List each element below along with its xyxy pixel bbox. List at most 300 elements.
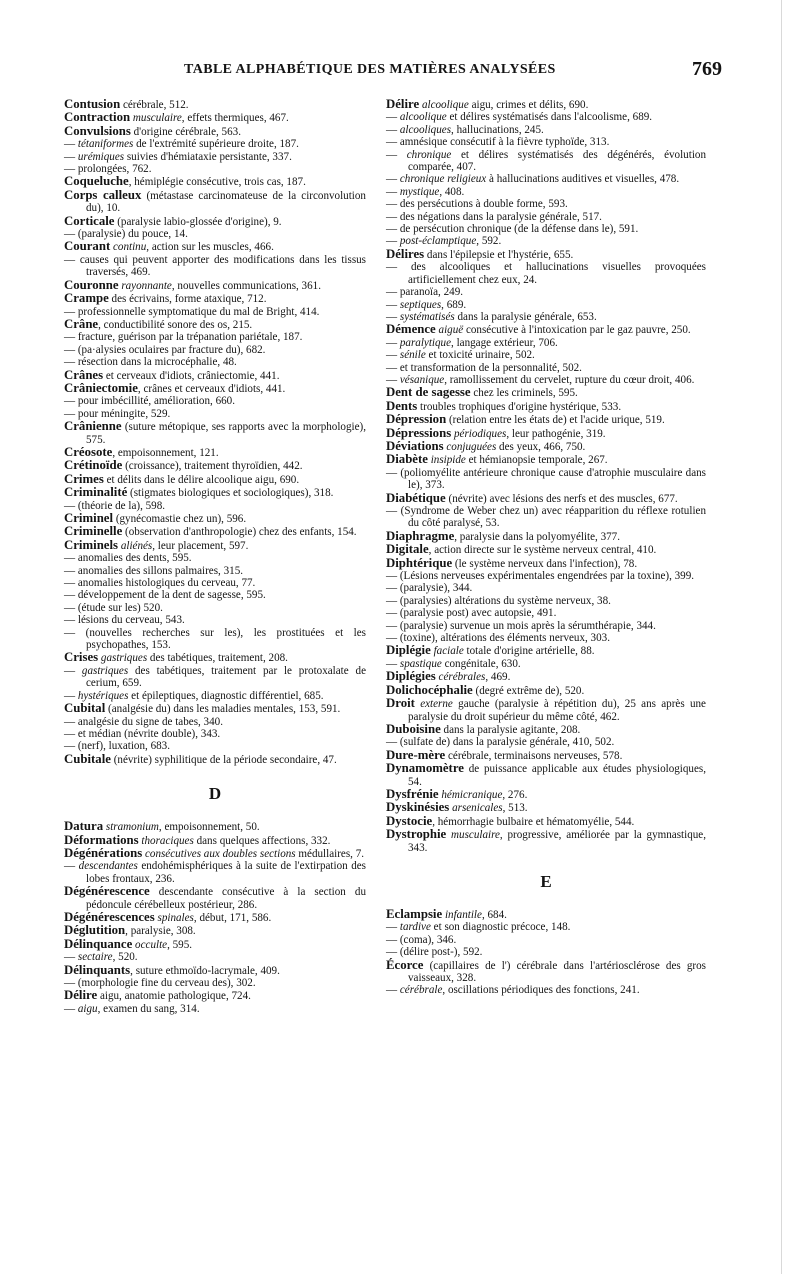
headword: Déviations xyxy=(386,438,444,453)
entry-text: — (toxine), altérations des éléments nerveux, 303. xyxy=(386,632,610,645)
headword: Crâne xyxy=(64,316,99,331)
entry-text: — xyxy=(386,298,400,311)
entry-italic: musculaire xyxy=(132,112,182,125)
entry-text: dans la paralysie générale, 653. xyxy=(454,310,597,323)
entry-text: (gynécomastie chez un), 596. xyxy=(113,513,247,525)
headword: Crânes xyxy=(64,367,104,382)
index-entry xyxy=(64,860,366,885)
running-title: TABLE ALPHABÉTIQUE DES MATIÈRES ANALYSÉES xyxy=(184,62,556,77)
headword: Contusion xyxy=(64,97,121,111)
index-entry xyxy=(64,189,366,215)
index-entry xyxy=(64,292,366,305)
index-entry xyxy=(64,446,366,459)
index-entry xyxy=(386,984,706,996)
entry-text: — xyxy=(64,1002,78,1015)
entry-text: — (théorie de la), 598. xyxy=(64,499,166,512)
entry-text: — (paralysies) altérations du système nerveux, 38. xyxy=(386,594,611,607)
entry-italic: alcooliques xyxy=(399,123,452,136)
entry-italic: rayonnante xyxy=(121,279,172,292)
entry-text: — (pa·alysies oculaires par fracture du), 682. xyxy=(64,343,266,356)
entry-text: — (nouvelles recherches sur les), les prostituées et les psychopathes, 153. xyxy=(64,626,366,652)
headword: Coqueluche xyxy=(64,174,129,189)
entry-text: (analgésie du) dans les maladies mentales, 153, 591. xyxy=(105,703,341,716)
entry-text: , 520. xyxy=(112,951,138,964)
entry-text: descendante consécutive à la section du pédoncule cérébelleux postérieur, 286. xyxy=(86,886,366,911)
index-entry xyxy=(64,938,366,951)
headword: Diabète xyxy=(386,452,428,467)
entry-text: (croissance), traitement thyroïdien, 442. xyxy=(122,460,303,473)
entry-text: , suture ethmoïdo-lacrymale, 409. xyxy=(130,964,280,977)
index-entry xyxy=(386,386,706,399)
headword: Dysfrénie xyxy=(386,786,439,801)
index-entry xyxy=(64,525,366,538)
index-entry xyxy=(386,543,706,556)
headword: Contraction xyxy=(64,110,131,125)
entry-italic: chronique religieux xyxy=(399,173,487,186)
headword: Corticale xyxy=(64,213,115,228)
headword: Dyskinésies xyxy=(386,800,450,815)
index-entries-d xyxy=(64,820,366,1015)
index-entry xyxy=(386,261,706,286)
index-entry xyxy=(64,369,366,382)
entry-text: et hémianopsie temporale, 267. xyxy=(465,454,608,467)
entry-italic: sectaire xyxy=(77,951,113,964)
index-entry xyxy=(64,627,366,652)
index-entry xyxy=(64,702,366,715)
entry-text: — pour imbécillité, amélioration, 660. xyxy=(64,395,235,408)
index-entry xyxy=(64,924,366,937)
entry-text: — xyxy=(386,173,400,186)
entry-italic: externe xyxy=(420,698,453,711)
entry-italic: systématisés xyxy=(399,310,455,323)
entry-text: , 684. xyxy=(481,908,507,921)
page-number: 769 xyxy=(692,58,722,80)
entry-text: — des persécutions à double forme, 593. xyxy=(386,198,568,211)
index-entry xyxy=(386,400,706,413)
index-entry xyxy=(386,684,706,697)
entry-text: — xyxy=(64,138,78,151)
entry-text: , paralysie dans la polyomyélite, 377. xyxy=(454,530,621,543)
entry-text: , action sur les muscles, 466. xyxy=(146,241,274,254)
entry-text: , 595. xyxy=(167,938,193,951)
entry-italic: consécutives aux doubles sections xyxy=(144,847,296,860)
entry-text: chez les criminels, 595. xyxy=(470,387,578,400)
index-entry xyxy=(386,505,706,530)
index-entry xyxy=(64,279,366,292)
entry-text: — xyxy=(386,235,400,248)
headword: Délinquance xyxy=(64,936,133,951)
index-entry xyxy=(64,753,366,766)
entry-text: et délires systématisés des dégénérés, évolution comparée, 407. xyxy=(408,148,706,174)
entry-italic: continu xyxy=(113,241,147,254)
headword: Courant xyxy=(64,239,111,254)
headword: Crétinoïde xyxy=(64,458,123,473)
index-entry xyxy=(386,440,706,453)
index-entry xyxy=(386,427,706,440)
entry-italic: stramonium xyxy=(105,821,159,834)
entry-text: , crânes et cerveaux d'idiots, 441. xyxy=(137,382,286,395)
entry-text: , 276. xyxy=(502,788,528,801)
entry-text: — xyxy=(64,951,78,964)
headword: Crâniectomie xyxy=(64,380,138,395)
index-entries-d-continued xyxy=(386,98,706,854)
index-entry xyxy=(386,934,706,946)
index-entry xyxy=(64,331,366,343)
entry-text: , 592. xyxy=(476,235,502,248)
index-entry xyxy=(386,723,706,736)
headword: Dégénérescence xyxy=(64,884,150,899)
entry-text: , début, 171, 586. xyxy=(193,911,272,924)
entry-italic: spinales xyxy=(157,911,194,924)
entry-italic: tardive xyxy=(399,921,431,934)
entry-text: des yeux, 466, 750. xyxy=(496,440,586,453)
entry-text: suivies d'hémiataxie persistante, 337. xyxy=(124,150,292,163)
index-entry xyxy=(64,614,366,626)
entry-text: médullaires, 7. xyxy=(295,847,365,860)
headword: Dégénérescences xyxy=(64,909,155,924)
entry-text: de puissance applicable aux études physiologiques, 54. xyxy=(408,763,706,788)
entry-text: — (Lésions nerveuses expérimentales engendrées par la toxine), 399. xyxy=(386,570,695,583)
entry-text: et épileptiques, diagnostic différentiel, 685. xyxy=(128,689,324,702)
entry-text: — développement de la dent de sagesse, 595. xyxy=(64,589,266,602)
entry-text: — (morphologie fine du cerveau des), 302. xyxy=(64,977,256,989)
entry-text: — des alcooliques et hallucinations visuelles provoquées artificiellement chez eux, 24. xyxy=(386,261,706,286)
headword: Dépression xyxy=(386,412,447,427)
index-entry xyxy=(386,349,706,361)
entry-italic: spastique xyxy=(399,657,442,670)
entry-text: — xyxy=(386,336,400,349)
entry-text: — (coma), 346. xyxy=(386,933,457,946)
index-entry xyxy=(386,453,706,466)
entry-text: , leur placement, 597. xyxy=(152,539,249,552)
entry-text: — xyxy=(64,150,78,163)
index-entry xyxy=(64,665,366,690)
index-entry xyxy=(64,1003,366,1015)
entry-text: des écrivains, forme ataxique, 712. xyxy=(108,293,267,306)
entry-italic: vésanique xyxy=(399,373,445,386)
entry-text: cérébrale, terminaisons nerveuses, 578. xyxy=(445,749,623,762)
entry-text: dans la paralysie agitante, 208. xyxy=(440,723,581,736)
entry-text: — xyxy=(386,148,407,161)
entry-text: , oscillations périodiques des fonctions, 241. xyxy=(442,984,640,997)
entry-italic: cérébrale xyxy=(399,984,443,997)
headword: Dolichocéphalie xyxy=(386,682,473,697)
index-entry xyxy=(64,318,366,331)
index-entry xyxy=(386,337,706,349)
entry-italic: descendantes xyxy=(78,860,138,873)
entry-text: (relation entre les états de) et l'acide urique, 519. xyxy=(446,414,665,427)
headword: Délires xyxy=(386,246,425,261)
headword: Cubitale xyxy=(64,751,111,766)
entry-text: (observation d'anthropologie) chez des enfants, 154. xyxy=(122,526,357,539)
entry-italic: aigu xyxy=(77,1002,98,1015)
index-entry xyxy=(386,323,706,336)
entry-italic: périodiques xyxy=(453,427,507,440)
headword: Écorce xyxy=(386,957,424,972)
entry-text: , 513. xyxy=(502,802,528,815)
headword: Criminelle xyxy=(64,524,123,539)
index-entry xyxy=(64,539,366,552)
headword: Crimes xyxy=(64,471,104,486)
index-entries-c xyxy=(64,98,366,766)
entry-text: (stigmates biologiques et sociologiques), 318. xyxy=(127,487,334,500)
entry-text: — (Syndrome de Weber chez un) avec réapparition du réflexe rotulien du côté paralysé, 53. xyxy=(386,505,706,530)
entry-italic: faciale xyxy=(433,645,464,658)
entry-italic: urémiques xyxy=(77,150,125,163)
index-entry xyxy=(64,911,366,924)
entry-text: , progressive, améliorée par la gymnastique, 343. xyxy=(408,829,706,854)
entry-text: , 689. xyxy=(441,298,467,311)
entry-text: — xyxy=(386,921,400,934)
entry-text: — amnésique consécutif à la fièvre typhoïde, 313. xyxy=(386,136,610,149)
headword: Délire xyxy=(64,988,98,1003)
index-entry xyxy=(64,847,366,860)
right-column xyxy=(386,98,706,997)
entry-text: et toxicité urinaire, 502. xyxy=(425,349,535,362)
entry-text: (capillaires de l') cérébrale dans l'artériosclérose des gros vaisseaux, 328. xyxy=(408,959,706,984)
entry-text: — résection dans la microcéphalie, 48. xyxy=(64,356,237,369)
entry-text: , examen du sang, 314. xyxy=(97,1002,200,1015)
index-entry xyxy=(64,577,366,589)
headword: Créosote xyxy=(64,444,113,459)
entry-italic: gastriques xyxy=(81,664,129,677)
index-entry xyxy=(386,362,706,374)
entry-text: , empoisonnement, 121. xyxy=(112,446,219,459)
entry-text: , nouvelles communications, 361. xyxy=(171,279,321,292)
index-entry xyxy=(386,815,706,828)
headword: Dure-mère xyxy=(386,747,446,762)
entry-text: — (poliomyélite antérieure chronique cause d'atrophie musculaire dans le), 373. xyxy=(386,466,706,492)
index-entry xyxy=(64,344,366,356)
index-entry xyxy=(386,788,706,801)
index-entry xyxy=(64,834,366,847)
index-entry xyxy=(386,632,706,644)
index-entry xyxy=(386,198,706,210)
headword: Diaphragme xyxy=(386,528,455,543)
entry-text: — causes qui peuvent apporter des modifications dans les tissus traversés, 469. xyxy=(64,253,366,279)
entry-italic: alcoolique xyxy=(399,111,447,124)
entry-text: aigu, anatomie pathologique, 724. xyxy=(97,990,251,1003)
headword: Crampe xyxy=(64,291,109,306)
index-entry xyxy=(386,467,706,492)
index-entry xyxy=(64,420,366,446)
entry-italic: conjuguées xyxy=(446,440,497,453)
entry-text: , empoisonnement, 50. xyxy=(158,821,260,834)
index-entry xyxy=(64,716,366,728)
entry-text: et cerveaux d'idiots, crâniectomie, 441. xyxy=(103,369,280,382)
entry-italic: musculaire xyxy=(451,829,500,842)
headword: Dégénérations xyxy=(64,845,143,860)
entry-text: — xyxy=(64,860,79,873)
index-entry xyxy=(386,111,706,123)
entry-text: (degré extrême de), 520. xyxy=(472,684,585,697)
entry-text: — analgésie du signe de tabes, 340. xyxy=(64,715,223,728)
index-entry xyxy=(386,801,706,814)
entry-italic: post-éclamptique xyxy=(399,235,477,248)
index-entry xyxy=(64,512,366,525)
index-entry xyxy=(386,530,706,543)
headword: Déglutition xyxy=(64,923,126,938)
entry-text: — xyxy=(386,123,400,136)
entry-text: — xyxy=(386,310,400,323)
headword: Digitale xyxy=(386,542,429,557)
headword: Dynamomètre xyxy=(386,761,464,776)
index-entry xyxy=(386,607,706,619)
entry-text: , 469. xyxy=(485,671,511,684)
entry-italic: septiques xyxy=(399,298,442,311)
headword: Délinquants xyxy=(64,962,131,977)
entry-text: d'origine cérébrale, 563. xyxy=(130,125,241,138)
entry-text: (paralysie labio-glossée d'origine), 9. xyxy=(114,215,282,228)
entry-text: — xyxy=(386,349,400,362)
entry-italic: occulte xyxy=(135,938,168,951)
entry-text: — et médian (névrite double), 343. xyxy=(64,727,221,740)
entry-text: de l'extrémité supérieure droite, 187. xyxy=(133,138,299,151)
index-entry xyxy=(386,959,706,985)
entry-text: , hémiplégie consécutive, trois cas, 187. xyxy=(128,176,306,189)
headword: Crises xyxy=(64,650,99,665)
entry-text: — (nerf), luxation, 683. xyxy=(64,740,170,753)
headword: Dent de sagesse xyxy=(386,385,471,400)
entry-text: — (étude sur les) 520. xyxy=(64,601,163,614)
entry-text: aigu, crimes et délits, 690. xyxy=(468,99,589,111)
entry-text: — xyxy=(386,657,400,670)
index-entry xyxy=(64,602,366,614)
headword: Cubital xyxy=(64,701,106,716)
entry-italic: gastriques xyxy=(100,652,148,665)
entry-text: — xyxy=(64,664,82,677)
index-entry xyxy=(386,299,706,311)
entry-text: — xyxy=(386,185,400,198)
entry-italic: insipide xyxy=(430,454,466,467)
headword: Criminel xyxy=(64,511,114,525)
index-entry xyxy=(64,138,366,150)
index-entry xyxy=(386,828,706,854)
index-entry xyxy=(386,223,706,235)
entry-text: — et transformation de la personnalité, 502. xyxy=(386,361,582,374)
index-entry xyxy=(386,136,706,148)
entry-text: — (paralysie) du pouce, 14. xyxy=(64,228,188,241)
headword: Datura xyxy=(64,819,104,834)
entry-text: endohémisphériques à la suite de l'extirpation des lobes frontaux, 236. xyxy=(86,860,367,885)
entry-text: dans l'épilepsie et l'hystérie, 655. xyxy=(424,248,574,261)
headword: Droit xyxy=(386,696,415,711)
headword: Déformations xyxy=(64,832,139,847)
entry-italic: mystique xyxy=(399,185,440,198)
index-entry xyxy=(64,175,366,188)
entry-text: — anomalies histologiques du cerveau, 77. xyxy=(64,577,256,590)
entry-text: (névrite) syphilitique de la période secondaire, 47. xyxy=(110,753,337,766)
index-entry xyxy=(386,620,706,632)
index-entry xyxy=(386,670,706,683)
index-entry xyxy=(386,921,706,933)
index-entry xyxy=(386,149,706,174)
entry-text: à hallucinations auditives et visuelles, 478. xyxy=(486,173,680,186)
entry-text: , 408. xyxy=(439,185,465,198)
entry-text: — (délire post-), 592. xyxy=(386,946,483,959)
index-entry xyxy=(64,215,366,228)
entry-text: — xyxy=(64,689,78,702)
index-entry xyxy=(64,459,366,472)
index-entry xyxy=(64,651,366,664)
entry-italic: thoraciques xyxy=(141,834,194,847)
headword: Délire xyxy=(386,97,420,111)
index-entry xyxy=(386,582,706,594)
index-entry xyxy=(386,570,706,582)
index-entry xyxy=(64,98,366,111)
headword: Corps calleux xyxy=(64,187,142,202)
entry-text: et délits dans le délire alcoolique aigu, 690. xyxy=(103,473,300,486)
entry-italic: alcoolique xyxy=(421,99,469,111)
entry-text: , langage extérieur, 706. xyxy=(451,336,558,349)
entry-text: — anomalies des dents, 595. xyxy=(64,552,192,565)
entry-text: des tabétiques, traitement par le protoxalate de cerium, 659. xyxy=(86,664,366,690)
index-entry xyxy=(386,186,706,198)
entry-italic: cérébrales xyxy=(438,671,486,684)
entry-italic: arsenicales xyxy=(452,802,503,815)
index-entry xyxy=(64,885,366,911)
entry-italic: sénile xyxy=(399,349,426,362)
entry-text: — fracture, guérison par la trépanation pariétale, 187. xyxy=(64,331,303,344)
entry-text: — (paralysie) survenue un mois après la sérumthérapie, 344. xyxy=(386,619,656,632)
index-entry xyxy=(386,595,706,607)
entry-text: — xyxy=(386,373,400,386)
entry-text: — (paralysie), 344. xyxy=(386,582,473,595)
letter-heading-d: D xyxy=(208,784,222,804)
index-entry xyxy=(64,240,366,253)
entry-text: (le système nerveux dans l'infection), 78. xyxy=(452,557,638,570)
headword: Diplégie xyxy=(386,643,431,658)
headword: Dystrophie xyxy=(386,827,447,842)
entry-text: (métastase carcinomateuse de la circonvolution du), 10. xyxy=(86,189,366,215)
index-entry xyxy=(386,644,706,657)
index-entry xyxy=(64,356,366,368)
entry-italic: infantile xyxy=(444,908,482,921)
scan-edge xyxy=(781,0,782,1274)
index-entry xyxy=(64,977,366,989)
index-entry xyxy=(64,552,366,564)
headword: Couronne xyxy=(64,277,119,292)
index-entry xyxy=(64,589,366,601)
entry-text: gauche (paralysie à répétition du), 25 ans après une paralysie du droit supérieur du même côté, 462. xyxy=(408,698,706,723)
headword: Diabétique xyxy=(386,490,446,505)
index-entries-e xyxy=(386,908,706,997)
index-entry xyxy=(64,151,366,163)
entry-text: — professionnelle symptomatique du mal de Bright, 414. xyxy=(64,305,320,318)
entry-text: — (sulfate de) dans la paralysie générale, 410, 502. xyxy=(386,736,615,749)
entry-text: dans quelques affections, 332. xyxy=(193,834,331,847)
index-entry xyxy=(64,254,366,279)
index-entry xyxy=(386,248,706,261)
entry-text: — xyxy=(386,984,400,997)
index-entry xyxy=(64,111,366,124)
entry-text: — de persécution chronique (de la défense dans le), 591. xyxy=(386,223,639,236)
entry-italic: paralytique xyxy=(399,336,452,349)
entry-text: — lésions du cerveau, 543. xyxy=(64,614,185,627)
index-entry xyxy=(64,820,366,833)
index-entry xyxy=(64,395,366,407)
index-entry xyxy=(64,565,366,577)
entry-text: , ramollissement du cervelet, rupture du cœur droit, 406. xyxy=(444,373,695,386)
headword: Crânienne xyxy=(64,419,122,434)
index-entry xyxy=(386,492,706,505)
entry-italic: hémicranique xyxy=(441,788,503,801)
headword: Duboisine xyxy=(386,721,441,736)
entry-text: consécutive à l'intoxication par le gaz pauvre, 250. xyxy=(463,324,691,337)
headword: Démence xyxy=(386,322,436,337)
entry-text: troubles trophiques d'origine hystérique, 533. xyxy=(417,400,622,413)
index-entry xyxy=(64,125,366,138)
